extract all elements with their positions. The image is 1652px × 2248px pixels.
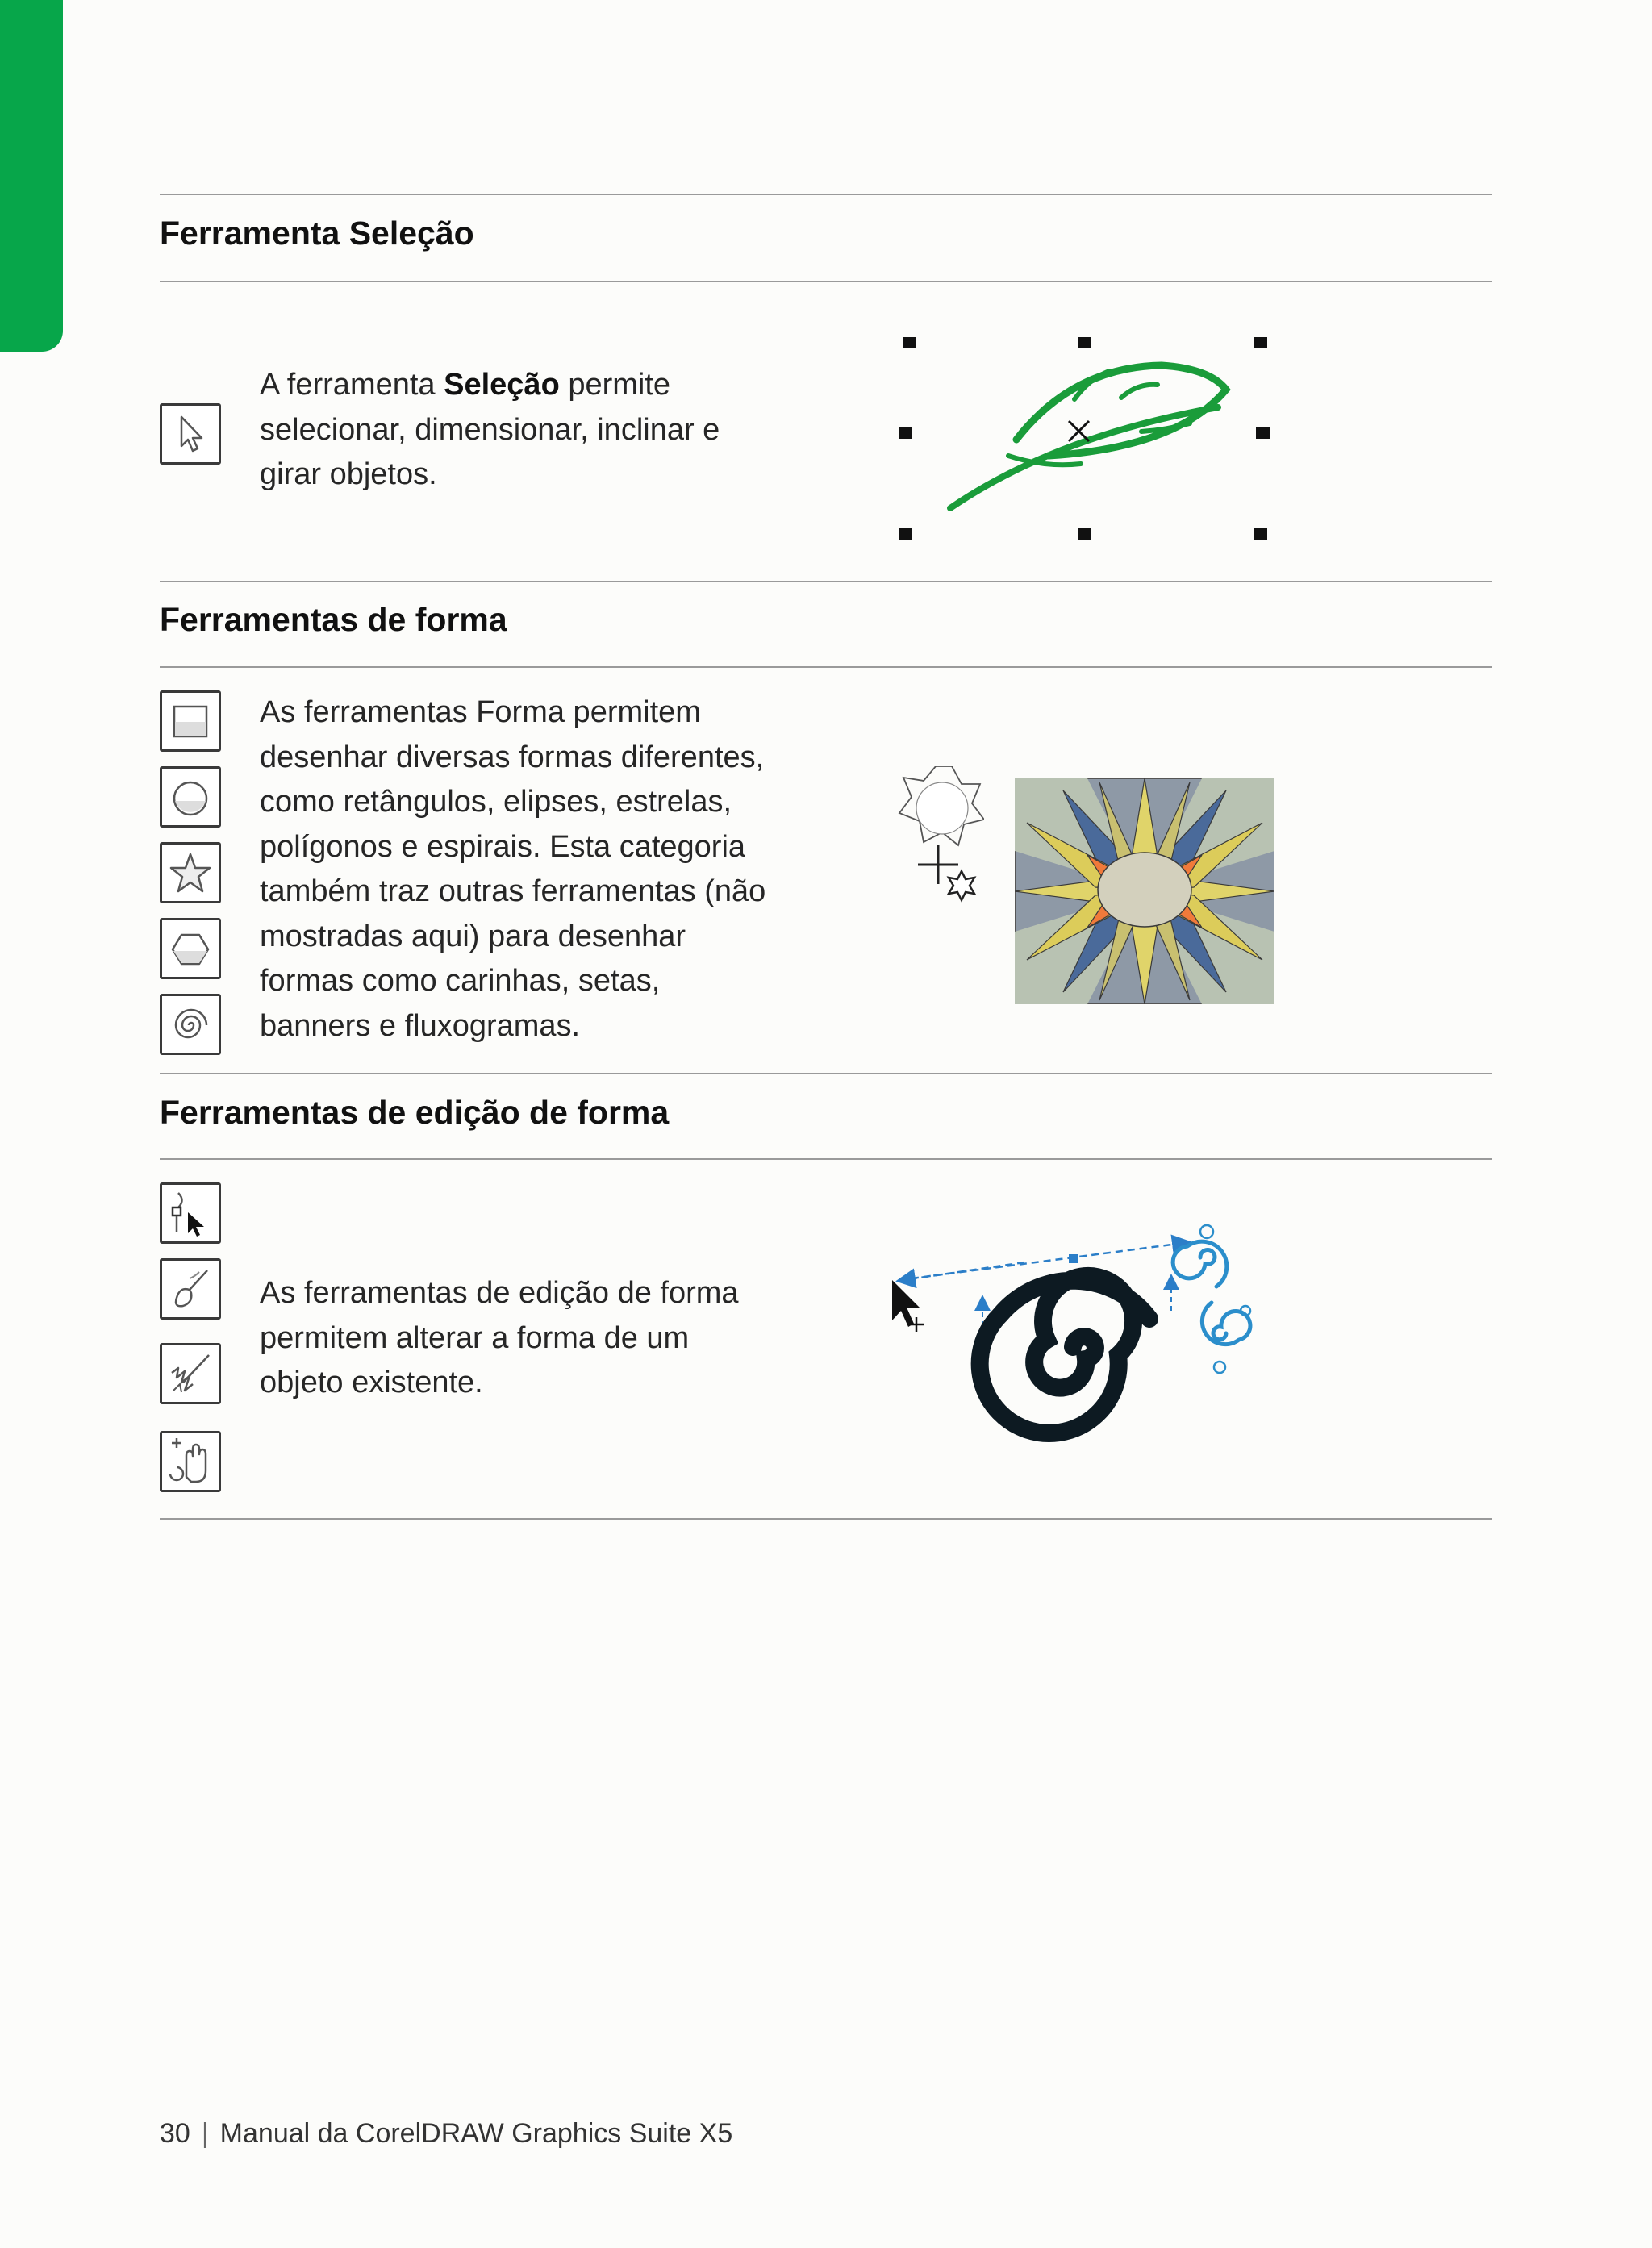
- roughen-brush-icon: [160, 1343, 221, 1404]
- section-divider: [160, 1518, 1492, 1520]
- section-title-edicao: Ferramentas de edição de forma: [160, 1094, 670, 1131]
- star-tool-cursor-illustration: [895, 766, 984, 915]
- chapter-tab: [0, 0, 63, 352]
- smudge-brush-icon: [160, 1258, 221, 1320]
- star-pattern-illustration: [1015, 778, 1274, 1004]
- section-divider: [160, 281, 1492, 282]
- leaf-selection-illustration: [887, 327, 1291, 544]
- section-title-selecao: Ferramenta Seleção: [160, 215, 474, 252]
- shape-node-icon: [160, 1182, 221, 1244]
- rectangle-icon: [160, 690, 221, 752]
- pick-arrow-icon: [160, 403, 221, 465]
- section-title-forma: Ferramentas de forma: [160, 601, 507, 638]
- forma-description: As ferramentas Forma permitem desenhar diversas formas diferentes, como retângulos, elipses, estrelas, polígonos e espirais. Esta categoria também traz outras ferramentas (não mostradas aqui) para desenhar formas como carinhas, setas, banners e fluxogramas.: [260, 695, 766, 1043]
- section-divider: [160, 1073, 1492, 1074]
- transform-hand-icon: [160, 1431, 221, 1492]
- page-footer: [160, 2118, 732, 2150]
- page-number: 30: [160, 2118, 190, 2149]
- footer-separator: |: [201, 2118, 209, 2149]
- spiral-icon: [160, 994, 221, 1055]
- section-divider: [160, 666, 1492, 668]
- footer-title: Manual da CorelDRAW Graphics Suite X5: [219, 2118, 733, 2149]
- polygon-icon: [160, 918, 221, 979]
- spiral-edit-illustration: [887, 1214, 1291, 1480]
- star-icon: [160, 842, 221, 903]
- section-divider: [160, 194, 1492, 195]
- selecao-description: A ferramenta Seleção permite selecionar, dimensionar, inclinar e girar objetos.: [260, 368, 720, 491]
- section-divider: [160, 1158, 1492, 1160]
- section-divider: [160, 581, 1492, 582]
- edicao-description: As ferramentas de edição de forma permitem alterar a forma de um objeto existente.: [260, 1276, 739, 1399]
- ellipse-icon: [160, 766, 221, 828]
